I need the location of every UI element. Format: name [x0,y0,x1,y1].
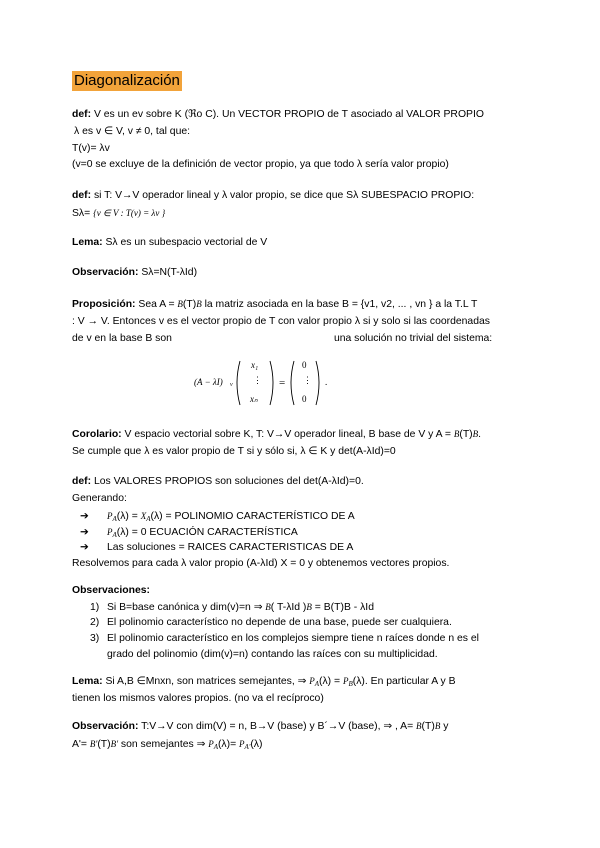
def1-line2: λ es v ∈ V, v ≠ 0, tal que: [74,125,191,137]
list-item-continuation [107,647,438,664]
bullet-p-symbol: P [107,527,113,537]
list-text: El polinomio característico en los complejos siempre tiene n raíces donde n es el [107,633,479,644]
observation-label: Observación: [72,267,139,278]
obs3-text: A'= [72,738,90,750]
bullet-x-sub: A [146,515,151,523]
list-basis-sub: B [265,602,271,612]
matrix-equation [194,358,334,408]
obs3-p-sub: A' [244,742,251,751]
bullet-x-symbol: X [140,511,147,521]
def-label: def: [72,476,92,487]
lema-label: Lema: [72,676,103,687]
lema2-p-symbol: P [309,676,315,686]
lema2-text: Si A,B ∈Mnxn, son matrices semejantes, ⇒ [105,676,310,687]
bullet-p-sub: A [112,531,117,539]
cor-line1c: . [478,429,482,440]
list-number: 1) [90,602,100,613]
list-item [90,631,479,648]
matrix-period: . [325,377,328,387]
list-number: 3) [90,633,100,644]
obs3-text: T:V→V con dim(V) = n, B→V (base) y B´→V (base), ⇒ , A= [141,721,417,732]
list-item [90,615,452,632]
matrix-equals: = [279,377,286,389]
lema-label: Lema: [72,237,103,248]
bullet-item [80,540,353,557]
lema2-text: (λ). En particular A y B [352,676,456,687]
matrix-zero-n: 0 [302,394,307,404]
cor-line2: Se cumple que λ es valor propio de T si y sólo si, λ ∈ K y det(A-λId)=0 [72,445,396,457]
obs3-basis-sub: B [434,721,441,731]
lemma-similar-matrices [72,673,537,708]
list-text: El polinomio característico no depende de una base, puede ser cualquiera. [107,617,452,628]
list-text: ( T-λId ) [270,602,307,613]
def2-set-formula: {v ∈ V : T(v) = λv } [93,207,166,218]
lema2-line2: tienen los mismos valores propios. (no va el recíproco) [72,692,324,704]
bullet-text: (λ) = [116,511,141,522]
observation-bases [72,718,537,754]
lema2-text: (λ) = [319,676,343,687]
obs3-text: son semejantes ⇒ [118,738,209,750]
prop-line1a: Sea A = [138,299,178,310]
observation-label: Observación: [72,721,139,732]
bullet-p-sub: A [112,515,117,523]
arrow-icon: ➔ [80,511,89,522]
observations-label: Observaciones: [72,585,150,596]
list-text: = B(T)B - λId [311,602,374,613]
obs3-text: (λ)= [217,738,240,750]
lema1-text: Sλ es un subespacio vectorial de V [105,237,268,248]
lema2-p-symbol: P [342,676,349,686]
def2-line2a: Sλ= [72,207,94,219]
lemma-subspace [72,235,537,252]
prop-line3a: de v en la base B son [72,332,172,344]
bullet-text: (λ) = POLINOMIO CARACTERÍSTICO DE A [150,511,355,522]
def3-line2: Generando: [72,492,127,504]
obs3-basis-sub: B' [110,738,119,749]
list-text: grado del polinomio (dim(v)=n) contando las raíces con su multiplicidad. [107,649,438,660]
obs3-basis-sub: B [416,721,422,731]
corollary-label: Corolario: [72,429,122,440]
lema2-p-sub: B [348,680,353,688]
observation-kernel [72,265,537,282]
observations-heading [72,583,537,600]
proposition-label: Proposición: [72,299,136,310]
bullet-text: (λ) = 0 ECUACIÓN CARACTERÍSTICA [116,527,298,538]
list-number: 2) [90,617,100,628]
def1-line4: (v=0 se excluye de la definición de vector propio, ya que todo λ sería valor propio) [72,159,449,171]
obs3-text: (T) [97,738,111,750]
def1-line1: V es un ev sobre K (ℜo C). Un VECTOR PROPIO de T asociado al VALOR PROPIO [93,109,484,120]
bullet-p-symbol: P [107,511,113,521]
obs3-p-symbol: P [208,738,214,749]
prop-basis-sub: B [177,299,183,309]
def3-line3: Resolvemos para cada λ valor propio (A-λId) X = 0 y obtenemos vectores propios. [72,558,450,569]
cor-line1b: (T) [459,429,473,440]
cor-line1a: V espacio vectorial sobre K, T: V→V operador lineal, B base de V y A = [124,429,454,440]
obs3-text: (λ) [250,738,263,750]
obs1-text: Sλ=N(T-λId) [141,267,198,278]
definition-eigenvector [72,107,537,174]
prop-line1b: (T) [182,299,197,310]
def-label: def: [72,190,92,201]
cor-basis-sub: B [453,429,460,439]
cor-basis-sub: B [472,429,479,439]
lema2-p-sub: A [314,680,319,688]
prop-basis-sub: B [196,299,202,309]
obs3-p-symbol: P [239,738,245,749]
matrix-x1: x₁ [251,360,259,370]
def2-line1: si T: V→V operador lineal y λ valor propio, se dice que Sλ SUBESPACIO PROPIO: [93,190,475,201]
matrix-xn: xₙ [250,394,258,404]
def3-line1: Los VALORES PROPIOS son soluciones del det(A-λId)=0. [93,476,364,487]
page-title: Diagonalización [74,72,180,89]
prop-line3b: una solución no trivial del sistema: [333,332,493,344]
list-basis-sub: B [306,602,312,612]
definition-eigenvalues [72,474,537,508]
obs3-p-sub: A [213,742,218,751]
bullet-text: Las soluciones = RAICES CARACTERISTICAS DE A [107,542,354,553]
prop-line2: : V → V. Entonces v es el vector propio de T con valor propio λ si y solo si las coordenadas [72,315,490,327]
arrow-icon: ➔ [80,527,89,538]
corollary [72,426,537,461]
prop-line1c: la matriz asociada en la base B = {v1, v2, ... , vn } a la T.L T [201,299,478,310]
definition-eigenspace [72,188,537,223]
matrix-zero-1: 0 [302,360,307,370]
obs3-basis-sub: B' [89,738,98,749]
arrow-icon: ➔ [80,542,89,553]
def-label: def: [72,109,92,120]
obs3-text: y [440,721,449,732]
matrix-dots: ⋮ [253,375,262,385]
matrix-zero-dots: ⋮ [303,375,312,385]
list-text: Si B=base canónica y dim(v)=n ⇒ [107,602,266,613]
obs3-text: (T) [421,721,435,732]
def3-resolve [72,556,537,573]
matrix-lhs-sub: v [230,382,233,388]
def1-line3: T(v)= λv [72,142,110,154]
proposition [72,296,537,347]
matrix-lhs: (A − λI) [194,377,223,387]
